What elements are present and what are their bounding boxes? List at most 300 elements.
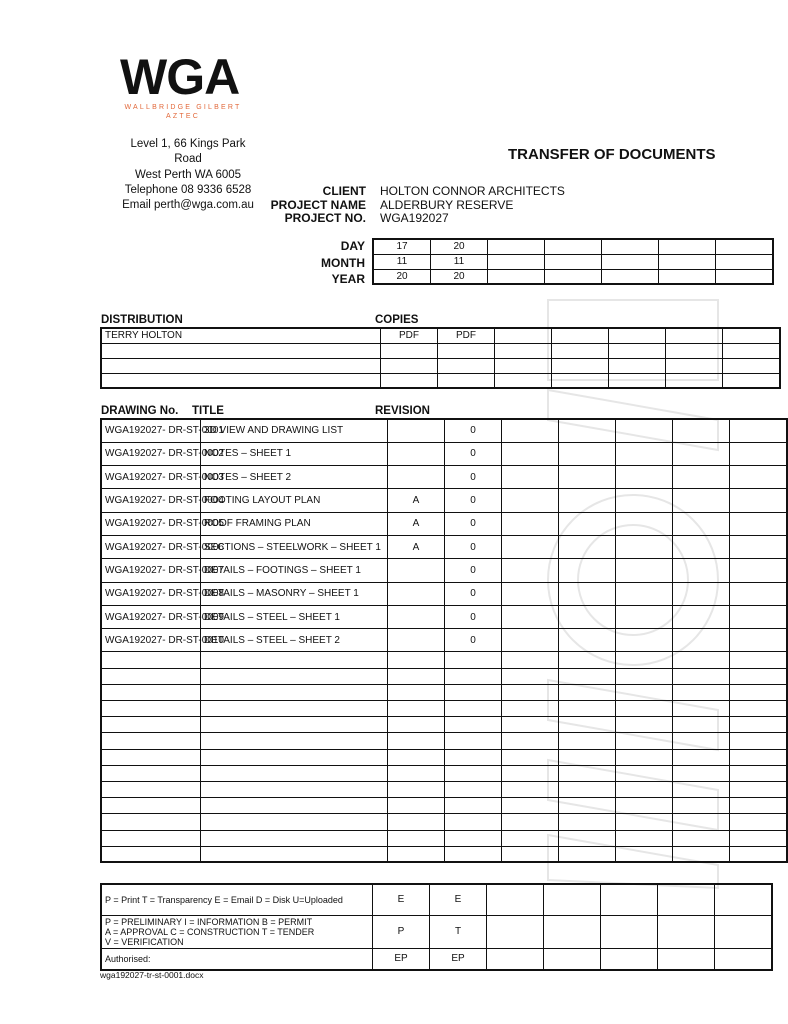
revision-cell: A — [388, 535, 445, 558]
drawing-number — [101, 717, 201, 733]
drawing-number: WGA192027- DR-ST-0005 — [101, 512, 201, 535]
table-row-blank — [101, 765, 787, 781]
revision-cell: 0 — [445, 512, 502, 535]
copies-cell — [552, 328, 609, 343]
authorised-row-value — [601, 948, 658, 970]
copies-heading: COPIES — [375, 314, 419, 326]
revision-cell — [559, 684, 616, 700]
revision-cell — [502, 798, 559, 814]
revision-cell — [559, 419, 616, 442]
table-row-blank — [101, 846, 787, 862]
drawing-title: NOTES – SHEET 1 — [201, 442, 388, 465]
revision-cell — [673, 559, 730, 582]
copies-cell — [381, 343, 438, 358]
revision-cell — [559, 668, 616, 684]
revision-cell — [673, 419, 730, 442]
drawing-number: WGA192027- DR-ST-0002 — [101, 442, 201, 465]
revision-cell — [673, 846, 730, 862]
distribution-row — [101, 328, 780, 343]
revision-cell: 0 — [445, 489, 502, 512]
drawing-number — [101, 846, 201, 862]
revision-cell — [388, 765, 445, 781]
copies-cell — [666, 358, 723, 373]
drawing-title: 3D VIEW AND DRAWING LIST — [201, 419, 388, 442]
revision-cell: 0 — [445, 605, 502, 628]
copies-cell — [609, 358, 666, 373]
revision-cell — [559, 629, 616, 652]
drawing-title: ROOF FRAMING PLAN — [201, 512, 388, 535]
revision-cell — [730, 559, 788, 582]
drawing-title: DETAILS – MASONRY – SHEET 1 — [201, 582, 388, 605]
revision-cell — [502, 765, 559, 781]
company-logo-subtitle: WALLBRIDGE GILBERT AZTEC — [124, 104, 242, 120]
copies-cell — [609, 343, 666, 358]
copies-cell — [495, 373, 552, 388]
drawing-title: DETAILS – STEEL – SHEET 1 — [201, 605, 388, 628]
date-row — [373, 254, 773, 269]
drawing-number — [101, 701, 201, 717]
footer-filename: wga192027-tr-st-0001.docx — [100, 970, 204, 980]
copies-cell — [495, 358, 552, 373]
revision-cell — [445, 701, 502, 717]
project-no-value: WGA192027 — [380, 211, 449, 225]
date-cell — [659, 269, 716, 284]
revision-cell — [502, 652, 559, 668]
copies-cell — [438, 373, 495, 388]
copies-cell — [723, 373, 781, 388]
drawing-title: NOTES – SHEET 2 — [201, 466, 388, 489]
drawing-title — [201, 701, 388, 717]
revision-cell — [730, 717, 788, 733]
revision-cell — [502, 419, 559, 442]
legend-purpose-row-label: P = PRELIMINARY I = INFORMATION B = PERMIT A = APPROVAL C = CONSTRUCTION T = TENDER V = VERIFICATION — [101, 915, 373, 948]
revision-cell — [616, 701, 673, 717]
revision-cell — [388, 781, 445, 797]
drawing-number: WGA192027- DR-ST-0006 — [101, 535, 201, 558]
revision-cell — [673, 749, 730, 765]
drawing-title — [201, 652, 388, 668]
table-row — [101, 582, 787, 605]
revision-cell — [616, 489, 673, 512]
revision-cell — [559, 798, 616, 814]
revision-cell — [730, 765, 788, 781]
revision-cell — [388, 605, 445, 628]
client-label: CLIENT — [322, 184, 366, 198]
revision-cell — [388, 652, 445, 668]
revision-cell: A — [388, 489, 445, 512]
revision-cell — [616, 733, 673, 749]
revision-cell — [445, 798, 502, 814]
distribution-row — [101, 358, 780, 373]
copies-cell — [723, 343, 781, 358]
revision-cell — [616, 512, 673, 535]
revision-cell — [730, 814, 788, 830]
revision-cell — [616, 605, 673, 628]
table-row — [101, 442, 787, 465]
revision-cell — [673, 830, 730, 846]
legend-purpose-row — [101, 915, 772, 948]
drawing-number — [101, 814, 201, 830]
drawing-title: DETAILS – FOOTINGS – SHEET 1 — [201, 559, 388, 582]
revision-cell — [388, 830, 445, 846]
drawing-number — [101, 652, 201, 668]
date-cell — [716, 254, 774, 269]
revision-cell — [559, 512, 616, 535]
date-cell — [488, 269, 545, 284]
revision-cell — [616, 582, 673, 605]
authorised-row-value: EP — [430, 948, 487, 970]
drawing-title: FOOTING LAYOUT PLAN — [201, 489, 388, 512]
date-cell — [659, 254, 716, 269]
drawing-number: WGA192027- DR-ST-0007 — [101, 559, 201, 582]
drawing-number — [101, 684, 201, 700]
revision-cell — [388, 717, 445, 733]
revision-cell — [502, 466, 559, 489]
revision-cell — [445, 652, 502, 668]
revision-cell — [673, 701, 730, 717]
copies-cell — [723, 358, 781, 373]
drawing-title — [201, 668, 388, 684]
revision-cell — [445, 814, 502, 830]
revision-cell — [502, 846, 559, 862]
revision-cell — [559, 717, 616, 733]
legend-media-row-value: E — [430, 884, 487, 915]
revision-cell — [445, 749, 502, 765]
legend-media-row — [101, 884, 772, 915]
legend-purpose-row-value — [658, 915, 715, 948]
revision-cell: 0 — [445, 559, 502, 582]
drawing-number — [101, 830, 201, 846]
table-row — [101, 489, 787, 512]
revision-cell — [559, 830, 616, 846]
revision-cell — [502, 733, 559, 749]
day-label: DAY — [340, 239, 365, 253]
revision-cell — [388, 559, 445, 582]
revision-cell — [502, 717, 559, 733]
legend-purpose-row-value — [487, 915, 544, 948]
revision-cell — [730, 512, 788, 535]
date-cell — [545, 254, 602, 269]
revision-cell — [730, 466, 788, 489]
table-row-blank — [101, 717, 787, 733]
revision-cell — [502, 559, 559, 582]
revision-cell — [730, 749, 788, 765]
revision-cell — [730, 605, 788, 628]
date-table — [372, 238, 774, 285]
drawing-number: WGA192027- DR-ST-0001 — [101, 419, 201, 442]
date-cell: 11 — [373, 254, 431, 269]
copies-cell — [609, 373, 666, 388]
authorised-row-value — [487, 948, 544, 970]
office-address: Level 1, 66 Kings Park Road West Perth WA 6005 Telephone 08 9336 6528 Email perth@wga.com.au — [122, 138, 254, 212]
revision-cell — [616, 684, 673, 700]
revision-cell — [730, 701, 788, 717]
revision-cell — [673, 668, 730, 684]
copies-cell — [666, 373, 723, 388]
revision-cell — [502, 629, 559, 652]
revision-cell — [559, 535, 616, 558]
revision-cell — [559, 605, 616, 628]
revision-cell — [616, 765, 673, 781]
table-row — [101, 535, 787, 558]
revision-cell — [445, 830, 502, 846]
revision-cell — [730, 846, 788, 862]
drawing-title — [201, 684, 388, 700]
drawing-title — [201, 749, 388, 765]
revision-cell — [559, 466, 616, 489]
drawing-number — [101, 781, 201, 797]
legend-purpose-row-value — [715, 915, 773, 948]
distribution-row — [101, 373, 780, 388]
revision-cell — [673, 781, 730, 797]
revision-cell — [502, 684, 559, 700]
revision-cell — [673, 605, 730, 628]
table-row — [101, 512, 787, 535]
revision-cell: 0 — [445, 442, 502, 465]
revision-cell — [388, 684, 445, 700]
revision-cell — [730, 652, 788, 668]
revision-cell — [445, 717, 502, 733]
drawings-table — [100, 418, 788, 863]
revision-cell — [502, 605, 559, 628]
legend-media-row-value — [544, 884, 601, 915]
revision-cell — [502, 535, 559, 558]
date-cell: 20 — [373, 269, 431, 284]
table-row-blank — [101, 684, 787, 700]
project-no-label: PROJECT NO. — [284, 211, 366, 225]
client-value: HOLTON CONNOR ARCHITECTS — [380, 184, 565, 198]
revision-cell — [673, 512, 730, 535]
date-cell — [602, 269, 659, 284]
revision-cell — [502, 814, 559, 830]
legend-media-row-label: P = Print T = Transparency E = Email D = Disk U=Uploaded — [101, 884, 373, 915]
date-cell — [716, 239, 774, 254]
date-cell — [545, 269, 602, 284]
revision-cell — [559, 442, 616, 465]
drawing-title — [201, 846, 388, 862]
company-logo: WGA — [120, 49, 240, 105]
legend-table — [100, 883, 773, 971]
revision-cell — [388, 466, 445, 489]
copies-cell — [381, 358, 438, 373]
revision-cell — [559, 489, 616, 512]
revision-cell — [673, 652, 730, 668]
date-cell — [602, 239, 659, 254]
revision-cell — [616, 830, 673, 846]
table-row-blank — [101, 814, 787, 830]
revision-cell — [559, 701, 616, 717]
date-cell — [545, 239, 602, 254]
copies-cell — [552, 358, 609, 373]
legend-media-row-value — [487, 884, 544, 915]
revision-cell — [616, 781, 673, 797]
authorised-row-value: EP — [373, 948, 430, 970]
revision-cell — [559, 733, 616, 749]
revision-cell — [445, 781, 502, 797]
revision-cell — [559, 559, 616, 582]
drawing-title — [201, 798, 388, 814]
revision-cell: 0 — [445, 582, 502, 605]
drawing-title — [201, 814, 388, 830]
revision-cell — [616, 798, 673, 814]
title-heading: TITLE — [192, 405, 224, 417]
drawing-number — [101, 668, 201, 684]
copies-cell — [666, 343, 723, 358]
drawing-number: WGA192027- DR-ST-0010 — [101, 629, 201, 652]
revision-cell — [730, 489, 788, 512]
revision-cell — [616, 749, 673, 765]
table-row-blank — [101, 798, 787, 814]
legend-media-row-value — [658, 884, 715, 915]
revision-cell: A — [388, 512, 445, 535]
revision-cell — [730, 582, 788, 605]
revision-cell — [673, 717, 730, 733]
drawing-number: WGA192027- DR-ST-0009 — [101, 605, 201, 628]
copies-cell: PDF — [438, 328, 495, 343]
recipient-name — [101, 373, 381, 388]
revision-cell — [730, 668, 788, 684]
revision-cell — [559, 582, 616, 605]
authorised-row-value — [715, 948, 773, 970]
table-row — [101, 559, 787, 582]
drawing-title — [201, 765, 388, 781]
revision-cell: 0 — [445, 419, 502, 442]
copies-cell: PDF — [381, 328, 438, 343]
revision-cell — [559, 814, 616, 830]
table-row-blank — [101, 830, 787, 846]
revision-cell — [673, 798, 730, 814]
revision-cell — [616, 629, 673, 652]
revision-cell — [445, 668, 502, 684]
revision-cell — [502, 582, 559, 605]
revision-cell — [730, 629, 788, 652]
drawing-number: WGA192027- DR-ST-0008 — [101, 582, 201, 605]
revision-cell — [673, 765, 730, 781]
revision-cell — [673, 629, 730, 652]
copies-cell — [666, 328, 723, 343]
date-cell — [488, 239, 545, 254]
revision-cell — [673, 814, 730, 830]
month-label: MONTH — [321, 256, 365, 270]
recipient-name — [101, 343, 381, 358]
revision-cell — [388, 846, 445, 862]
revision-cell — [388, 798, 445, 814]
revision-cell: 0 — [445, 466, 502, 489]
revision-cell — [673, 582, 730, 605]
copies-cell — [552, 343, 609, 358]
date-cell — [659, 239, 716, 254]
drawing-title: DETAILS – STEEL – SHEET 2 — [201, 629, 388, 652]
revision-cell — [388, 419, 445, 442]
distribution-heading: DISTRIBUTION — [101, 314, 183, 326]
revision-cell — [673, 489, 730, 512]
revision-cell — [559, 765, 616, 781]
revision-cell — [388, 668, 445, 684]
legend-purpose-row-value: P — [373, 915, 430, 948]
copies-cell — [495, 343, 552, 358]
revision-cell — [445, 684, 502, 700]
revision-cell — [445, 846, 502, 862]
revision-cell — [616, 559, 673, 582]
date-cell — [488, 254, 545, 269]
revision-cell — [616, 668, 673, 684]
revision-cell — [502, 781, 559, 797]
revision-cell — [559, 846, 616, 862]
legend-purpose-row-value — [544, 915, 601, 948]
revision-cell — [730, 798, 788, 814]
revision-cell — [388, 701, 445, 717]
revision-heading: REVISION — [375, 405, 430, 417]
date-row — [373, 269, 773, 284]
drawing-number — [101, 798, 201, 814]
revision-cell — [673, 442, 730, 465]
table-row-blank — [101, 733, 787, 749]
revision-cell: 0 — [445, 629, 502, 652]
revision-cell — [445, 733, 502, 749]
revision-cell — [730, 684, 788, 700]
legend-purpose-row-value: T — [430, 915, 487, 948]
table-row-blank — [101, 652, 787, 668]
revision-cell — [616, 466, 673, 489]
revision-cell — [730, 733, 788, 749]
copies-cell — [552, 373, 609, 388]
drawing-number: WGA192027- DR-ST-0004 — [101, 489, 201, 512]
revision-cell — [673, 684, 730, 700]
legend-media-row-value — [715, 884, 773, 915]
date-row — [373, 239, 773, 254]
table-row — [101, 629, 787, 652]
copies-cell — [381, 373, 438, 388]
drawing-no-heading: DRAWING No. — [101, 405, 179, 417]
revision-cell — [502, 442, 559, 465]
revision-cell — [673, 535, 730, 558]
revision-cell — [673, 733, 730, 749]
revision-cell — [388, 442, 445, 465]
date-cell: 20 — [431, 269, 488, 284]
revision-cell — [730, 830, 788, 846]
table-row-blank — [101, 701, 787, 717]
date-cell — [716, 269, 774, 284]
revision-cell — [559, 652, 616, 668]
revision-cell — [673, 466, 730, 489]
revision-cell — [616, 846, 673, 862]
authorised-row — [101, 948, 772, 970]
revision-cell — [502, 749, 559, 765]
copies-cell — [438, 343, 495, 358]
table-row-blank — [101, 781, 787, 797]
drawing-number — [101, 733, 201, 749]
date-cell: 17 — [373, 239, 431, 254]
legend-media-row-value: E — [373, 884, 430, 915]
revision-cell — [616, 814, 673, 830]
copies-cell — [723, 328, 781, 343]
authorised-row-value — [544, 948, 601, 970]
revision-cell — [616, 717, 673, 733]
revision-cell — [502, 489, 559, 512]
table-row-blank — [101, 668, 787, 684]
drawing-title — [201, 830, 388, 846]
table-row — [101, 419, 787, 442]
revision-cell — [502, 512, 559, 535]
revision-cell — [616, 535, 673, 558]
recipient-name: TERRY HOLTON — [101, 328, 381, 343]
revision-cell — [388, 629, 445, 652]
revision-cell — [502, 668, 559, 684]
legend-media-row-value — [601, 884, 658, 915]
date-cell: 11 — [431, 254, 488, 269]
revision-cell — [559, 781, 616, 797]
revision-cell — [388, 814, 445, 830]
